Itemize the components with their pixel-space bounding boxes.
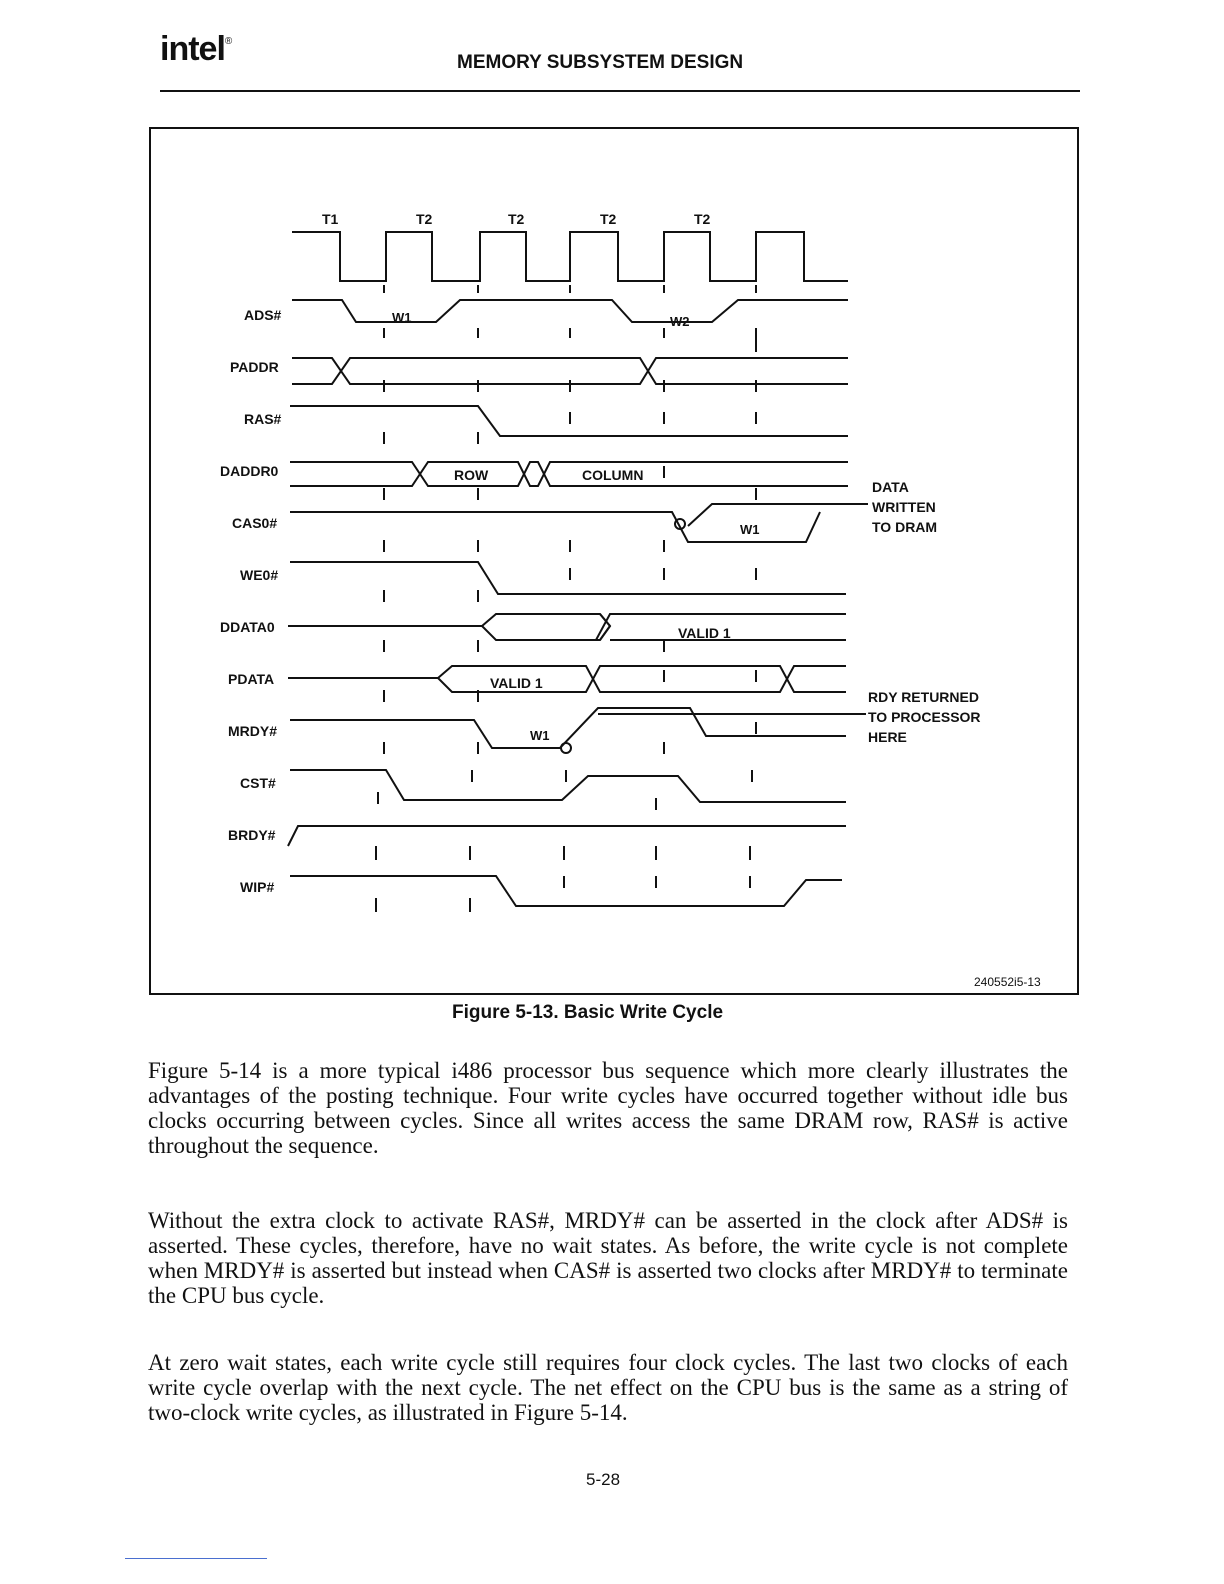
clock-waveform [292,232,848,281]
we-waveform [290,562,846,594]
signal-label-cst: CST# [240,775,276,791]
pdata-waveform [288,666,846,692]
pdata-valid-label: VALID 1 [490,675,543,691]
column-label: COLUMN [582,467,644,483]
signal-label-ddata0: DDATA0 [220,619,275,635]
signal-label-mrdy: MRDY# [228,723,278,739]
paragraph-1: Figure 5-14 is a more typical i486 processor bus sequence which more clearly illustrates the advantages of the posting technique. Four write cycles have occurred together without idle bus clocks occurring between cycles. Since all writes access the same DRAM row, RAS# is active throughout the sequence. [148,1058,1068,1158]
ddata-waveform-top [288,614,610,626]
clock-label-t2-c: T2 [600,211,617,227]
signal-label-daddr0: DADDR0 [220,463,279,479]
paragraph-3: At zero wait states, each write cycle still requires four clock cycles. The last two clocks of each write cycle overlap with the next cycle. The net effect on the CPU bus is the same as a string of two-clock write cycles, as illustrated in Figure 5-14. [148,1350,1068,1425]
page-header-title: MEMORY SUBSYSTEM DESIGN [457,52,744,73]
ddata-valid-label: VALID 1 [678,625,731,641]
data-written-line-2: WRITTEN [872,499,936,515]
daddr-waveform-top [290,462,848,486]
data-written-line-1: DATA [872,479,909,495]
wip-waveform [290,876,842,906]
logo-text: intel [160,30,225,68]
signal-label-wip: WIP# [240,879,275,895]
data-written-line-3: TO DRAM [872,519,938,535]
mrdy-w1-label: W1 [530,728,550,743]
signal-label-ras: RAS# [244,411,282,427]
rdy-returned-line-2: TO PROCESSOR [868,709,981,725]
signal-label-cas0: CAS0# [232,515,278,531]
cst-waveform [290,770,846,802]
cas-w1-label: W1 [740,522,760,537]
signal-label-paddr: PADDR [230,359,279,375]
rdy-returned-line-3: HERE [868,729,907,745]
figure-frame [150,128,1078,994]
clock-label-t2-d: T2 [694,211,711,227]
row-label: ROW [454,467,489,483]
ddata-waveform-bottom [482,626,610,640]
cycle-tick-marks [376,285,756,912]
ads-w1-label: W1 [392,310,412,325]
ads-waveform [292,300,848,322]
figure-id: 240552i5-13 [974,975,1041,989]
rdy-returned-line-1: RDY RETURNED [868,689,979,705]
clock-label-t2-a: T2 [416,211,433,227]
page-number: 5-28 [586,1470,621,1489]
clock-label-t2-b: T2 [508,211,525,227]
corner-line [125,1558,267,1559]
data-written-pointer [688,504,868,526]
ads-w2-label: W2 [670,314,690,329]
signal-label-we0: WE0# [240,567,279,583]
clock-label-t1: T1 [322,211,339,227]
paragraph-2: Without the extra clock to activate RAS#, MRDY# can be asserted in the clock after ADS# is asserted. These cycles, therefore, have no wait states. As before, the write cycle is not complete when MRDY# is asserted but instead when CAS# is asserted two clocks after MRDY# to terminate the CPU bus cycle. [148,1208,1068,1308]
signal-label-pdata: PDATA [228,671,275,687]
figure-caption: Figure 5-13. Basic Write Cycle [452,1002,724,1023]
daddr-waveform-bottom [290,462,848,486]
registered-mark: ® [224,36,232,47]
signal-label-brdy: BRDY# [228,827,276,843]
brdy-waveform [288,826,846,846]
signal-label-ads: ADS# [244,307,282,323]
mrdy-marker [561,743,571,753]
